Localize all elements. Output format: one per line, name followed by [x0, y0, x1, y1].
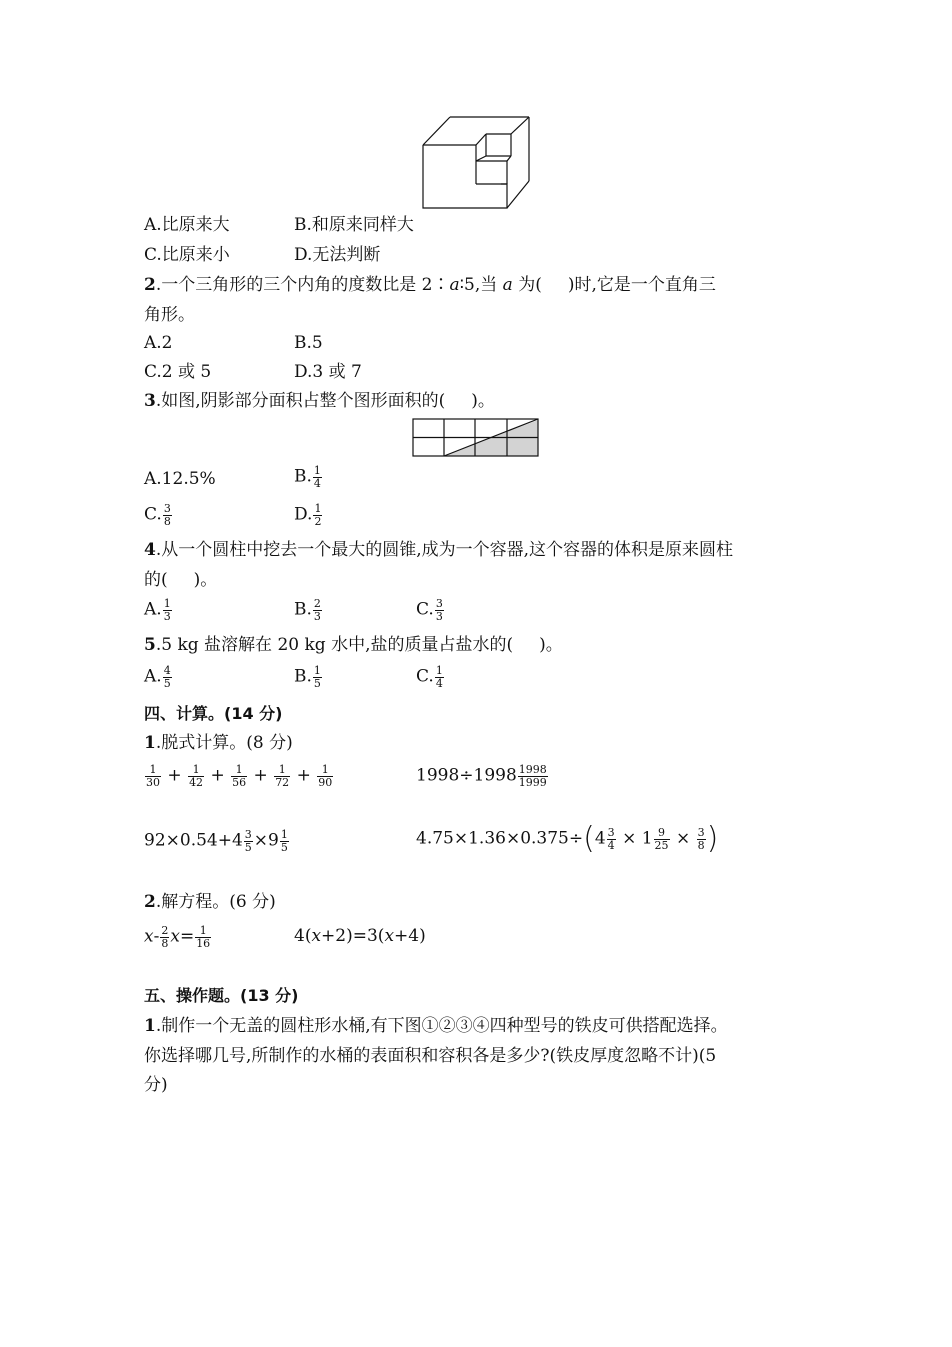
- section-4-title: 四、计算。(14 分): [144, 704, 283, 723]
- sec4-sub1: 1.脱式计算。(8 分): [144, 733, 293, 753]
- sec5-q1-line2: 你选择哪几号,所制作的水桶的表面积和容积各是多少?(铁皮厚度忽略不计)(5: [144, 1046, 717, 1066]
- q3-stem: 3.如图,阴影部分面积占整个图形面积的( )。: [144, 391, 495, 411]
- calc-expression-1: $\frac{1}{30}$ + $\frac{1}{42}$ + $\frac{1}{56}$ + $\frac{1}{72}$ + $\frac{1}{90}$: [146, 763, 333, 789]
- q4-option-c: C. $\frac{3}{3}$: [416, 597, 443, 623]
- equation-1: x- $\frac{2}{8}$ x= $\frac{1}{16}$: [144, 924, 211, 950]
- q2-option-b: B.5: [294, 333, 323, 353]
- q2-stem-cont: 角形。: [144, 305, 195, 325]
- q4-stem-cont: 的( )。: [144, 570, 218, 590]
- q5-option-a: A. $\frac{4}{5}$: [144, 664, 171, 690]
- q2-stem: 2.一个三角形的三个内角的度数比是 2∶a∶5,当 a 为( )时,它是一个直角三: [144, 275, 716, 295]
- cube-figure: [420, 114, 532, 210]
- equation-2: 4(x+2)=3(x+4): [294, 926, 426, 946]
- q2-option-a: A.2: [144, 333, 173, 353]
- calc-expression-3: 92×0.54+4 $\frac{3}{5}$ ×9 $\frac{1}{5}$: [144, 828, 288, 854]
- q2-option-d: D.3 或 7: [294, 362, 362, 382]
- calc-expression-4: 4.75×1.36×0.375÷(4 $\frac{3}{4}$ × 1 $\frac{9}{25}$ × $\frac{3}{8}$ ): [416, 821, 719, 856]
- q4-option-a: A. $\frac{1}{3}$: [144, 597, 171, 623]
- q3-option-d: D. $\frac{1}{2}$: [294, 502, 322, 528]
- q4-option-b: B. $\frac{2}{3}$: [294, 597, 321, 623]
- q3-option-c: C. $\frac{3}{8}$: [144, 502, 171, 528]
- q3-grid-figure: [412, 418, 540, 458]
- sec5-q1-line3: 分): [144, 1075, 168, 1095]
- calc-expression-2: 1998÷1998 $\frac{1998}{1999}$: [416, 763, 547, 789]
- q1-option-c: C.比原来小: [144, 245, 230, 265]
- q5-option-b: B. $\frac{1}{5}$: [294, 664, 321, 690]
- section-5-title: 五、操作题。(13 分): [144, 986, 299, 1005]
- sec5-q1-line1: 1.制作一个无盖的圆柱形水桶,有下图①②③④四种型号的铁皮可供搭配选择。: [144, 1016, 728, 1036]
- q5-stem: 5.5 kg 盐溶解在 20 kg 水中,盐的质量占盐水的( )。: [144, 635, 563, 655]
- q1-option-b: B.和原来同样大: [294, 215, 414, 235]
- sec4-sub2: 2.解方程。(6 分): [144, 892, 276, 912]
- q3-option-b: B. $\frac{1}{4}$: [294, 464, 321, 490]
- q1-option-a: A.比原来大: [144, 215, 230, 235]
- q1-option-d: D.无法判断: [294, 245, 381, 265]
- q3-option-a: A.12.5%: [144, 469, 216, 489]
- q4-stem: 4.从一个圆柱中挖去一个最大的圆锥,成为一个容器,这个容器的体积是原来圆柱: [144, 540, 734, 560]
- q5-option-c: C. $\frac{1}{4}$: [416, 664, 443, 690]
- q2-option-c: C.2 或 5: [144, 362, 212, 382]
